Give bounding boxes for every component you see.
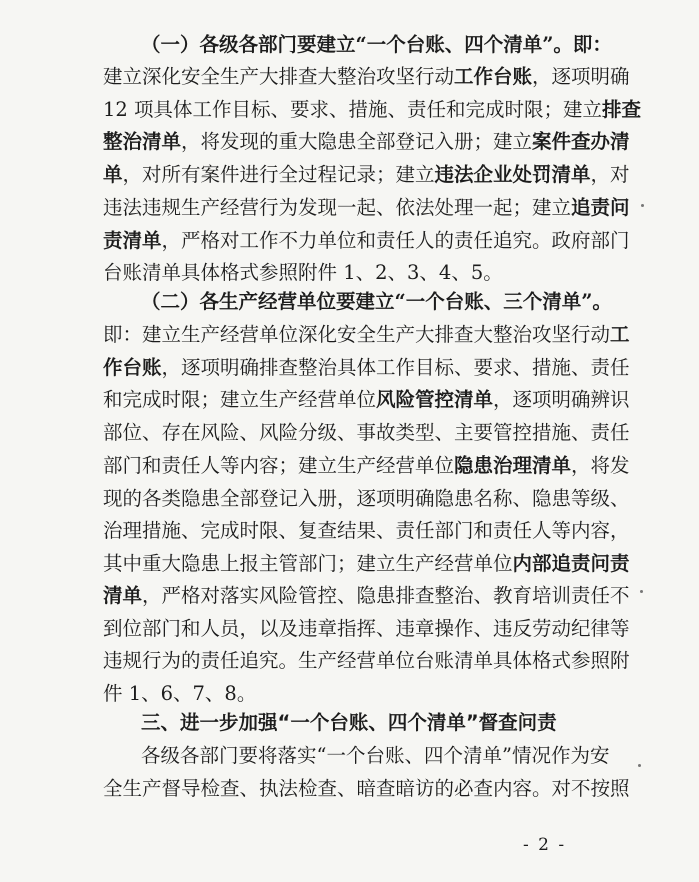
p2-line — [103, 418, 630, 448]
text-run: 全生产督导检查、执法检查、暗查暗访的必查内容。对不按照 — [103, 777, 630, 800]
p2-line — [103, 614, 630, 644]
text-run: 建立深化安全生产大排查大整治攻坚行动 — [103, 65, 455, 88]
text-run: ，对 — [590, 163, 630, 186]
text-run: 12 项具体工作目标、要求、措施、责任和完成时限；建立 — [103, 98, 603, 121]
p2-line — [103, 549, 630, 579]
text-run: 隐患治理清单 — [454, 454, 572, 477]
text-run: 作台账 — [103, 356, 162, 379]
text-run: 风险管控清单 — [376, 388, 494, 411]
text-run: 即：建立生产经营单位深化安全生产大排查大整治攻坚行动 — [103, 323, 611, 346]
text-run: 三、进一步加强“一个台账、四个清单”督查问责 — [141, 711, 557, 734]
text-run: 单 — [103, 163, 123, 186]
text-run: 各级各部门要将落实“一个台账、四个清单”情况作为安 — [141, 744, 610, 767]
text-run: （二）各生产经营单位要建立“一个台账、三个清单”。 — [141, 290, 612, 313]
text-run: 工 — [610, 323, 630, 346]
text-run: 部门和责任人等内容；建立生产经营单位 — [103, 454, 455, 477]
scan-speck — [638, 764, 641, 767]
text-run: 内部追责问责 — [512, 552, 630, 575]
text-run: 件 1、6、7、8。 — [103, 682, 257, 705]
p2-line — [103, 451, 630, 481]
p2-line — [103, 484, 630, 514]
text-run: ，逐项明确 — [532, 65, 630, 88]
text-run: ，严格对工作不力单位和责任人的责任追究。政府部门 — [161, 229, 630, 252]
text-run: 排查 — [602, 98, 642, 121]
p2-line — [103, 646, 630, 676]
text-run: 工作台账 — [454, 65, 533, 88]
text-run: 台账清单具体格式参照附件 1、2、3、4、5。 — [103, 261, 503, 284]
text-run: 违法违规生产经营行为发现一起、依法处理一起；建立 — [103, 196, 572, 219]
p1-line — [103, 62, 630, 92]
text-run: 清单 — [103, 584, 143, 607]
p2-line — [103, 320, 630, 350]
text-run: 追责问 — [571, 196, 630, 219]
text-run: （一）各级各部门要建立“一个台账、四个清单”。即： — [141, 33, 612, 56]
p1-line — [103, 258, 569, 288]
text-run: 和完成时限；建立生产经营单位 — [103, 388, 377, 411]
text-run: ，对所有案件进行全过程记录；建立 — [122, 163, 435, 186]
text-run: 违法企业处罚清单 — [434, 163, 591, 186]
scan-speck — [641, 204, 644, 207]
p2-line — [103, 516, 630, 546]
p2-line — [141, 287, 612, 317]
p1-line — [103, 95, 642, 125]
text-run: 其中重大隐患上报主管部门；建立生产经营单位 — [103, 552, 513, 575]
p1-line — [103, 127, 630, 157]
text-run: ，将发现的重大隐患全部登记入册；建立 — [181, 130, 533, 153]
p3-line — [103, 774, 630, 804]
p1-line — [103, 226, 630, 256]
p2-line — [103, 679, 569, 709]
p1-line — [103, 160, 630, 190]
p2-line — [103, 385, 630, 415]
text-run: ，将发 — [571, 454, 630, 477]
text-run: 治理措施、完成时限、复查结果、责任部门和责任人等内容， — [103, 519, 630, 542]
text-run: 违规行为的责任追究。生产经营单位台账清单具体格式参照附 — [103, 649, 630, 672]
text-run: 整治清单 — [103, 130, 182, 153]
p3-line — [141, 741, 610, 771]
text-run: 现的各类隐患全部登记入册，逐项明确隐患名称、隐患等级、 — [103, 487, 630, 510]
text-run: 案件查办清 — [532, 130, 630, 153]
text-run: 部位、存在风险、风险分级、事故类型、主要管控措施、责任 — [103, 421, 630, 444]
p2-line — [103, 581, 630, 611]
text-run: ，逐项明确辨识 — [493, 388, 630, 411]
p2-line — [103, 353, 630, 383]
p1-line — [103, 193, 630, 223]
text-run: 到位部门和人员，以及违章指挥、违章操作、违反劳动纪律等 — [103, 617, 630, 640]
p1-line — [141, 30, 612, 60]
heading3-line — [141, 708, 569, 738]
page-number: - 2 - — [523, 835, 567, 855]
text-run: 责清单 — [103, 229, 162, 252]
text-run: ，严格对落实风险管控、隐患排查整治、教育培训责任不 — [142, 584, 630, 607]
text-run: ，逐项明确排查整治具体工作目标、要求、措施、责任 — [161, 356, 630, 379]
scan-speck — [640, 590, 643, 593]
